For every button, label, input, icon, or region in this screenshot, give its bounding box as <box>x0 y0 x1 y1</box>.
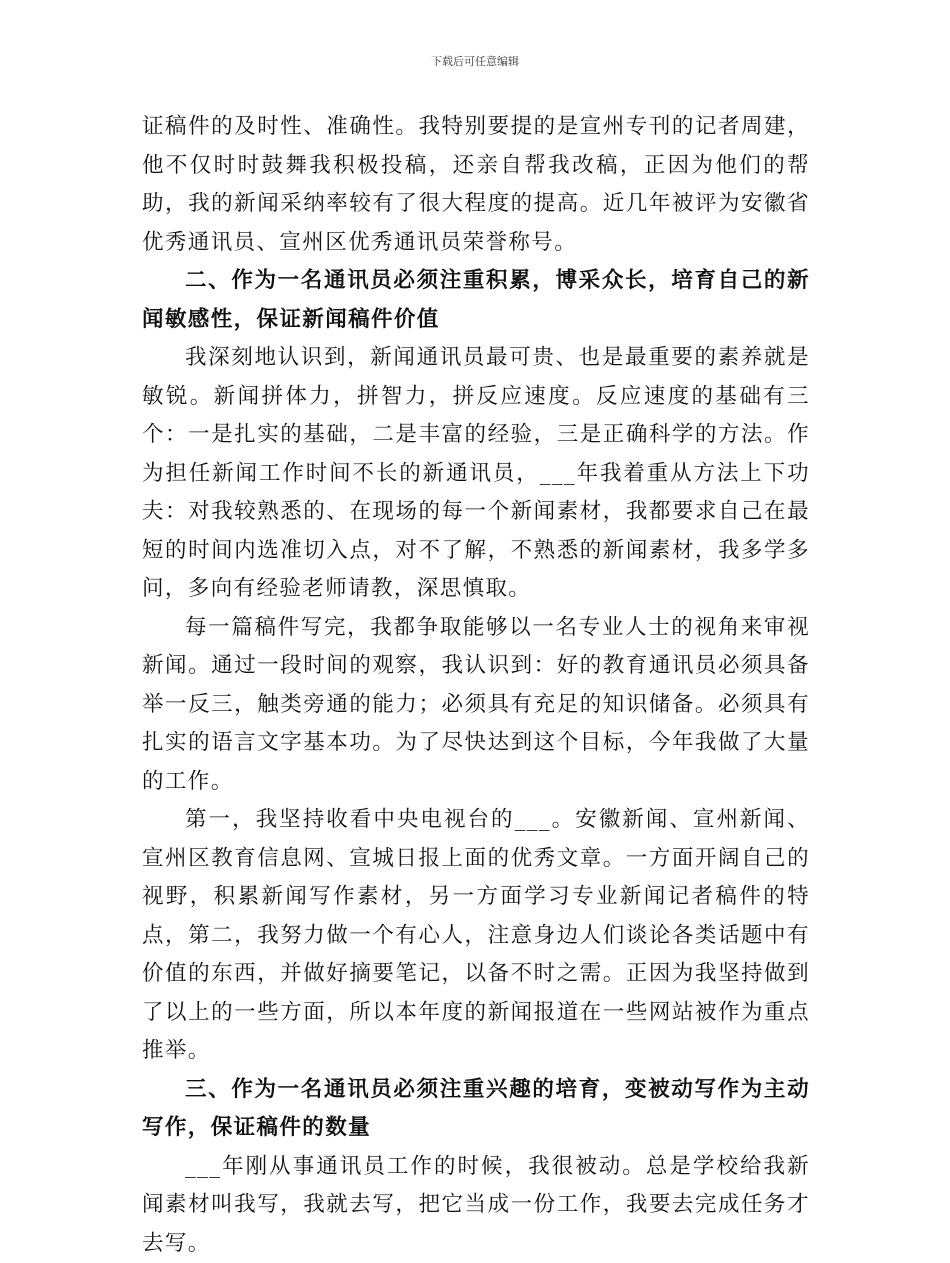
paragraph-5: ___年刚从事通讯员工作的时候，我很被动。总是学校给我新闻素材叫我写，我就去写，把它当成一份工作，我要去完成任务才去写。 <box>142 1148 810 1263</box>
section-heading-3: 三、作为一名通讯员必须注重兴趣的培育，变被动写作为主动写作，保证稿件的数量 <box>142 1071 810 1148</box>
document-body <box>142 108 810 1263</box>
page-header: 下载后可任意编辑 <box>0 53 950 69</box>
paragraph-3: 每一篇稿件写完，我都争取能够以一名专业人士的视角来审视新闻。通过一段时间的观察，我认识到：好的教育通讯员必须具备举一反三，触类旁通的能力；必须具有充足的知识储备。必须具有扎实的语言文字基本功。为了尽快达到这个目标，今年我做了大量的工作。 <box>142 609 810 802</box>
paragraph-4: 第一，我坚持收看中央电视台的___。安徽新闻、宣州新闻、宣州区教育信息网、宣城日报上面的优秀文章。一方面开阔自己的视野，积累新闻写作素材，另一方面学习专业新闻记者稿件的特点，第二，我努力做一个有心人，注意身边人们谈论各类话题中有价值的东西，并做好摘要笔记，以备不时之需。正因为我坚持做到了以上的一些方面，所以本年度的新闻报道在一些网站被作为重点推举。 <box>142 801 810 1071</box>
paragraph-2: 我深刻地认识到，新闻通讯员最可贵、也是最重要的素养就是敏锐。新闻拼体力，拼智力，拼反应速度。反应速度的基础有三个：一是扎实的基础，二是丰富的经验，三是正确科学的方法。作为担任新闻工作时间不长的新通讯员，___年我着重从方法上下功夫：对我较熟悉的、在现场的每一个新闻素材，我都要求自己在最短的时间内选准切入点，对不了解，不熟悉的新闻素材，我多学多问，多向有经验老师请教，深思慎取。 <box>142 339 810 609</box>
section-heading-2: 二、作为一名通讯员必须注重积累，博采众长，培育自己的新闻敏感性，保证新闻稿件价值 <box>142 262 810 339</box>
paragraph-1: 证稿件的及时性、准确性。我特别要提的是宣州专刊的记者周建，他不仅时时鼓舞我积极投稿，还亲自帮我改稿，正因为他们的帮助，我的新闻采纳率较有了很大程度的提高。近几年被评为安徽省优秀通讯员、宣州区优秀通讯员荣誉称号。 <box>142 108 810 262</box>
